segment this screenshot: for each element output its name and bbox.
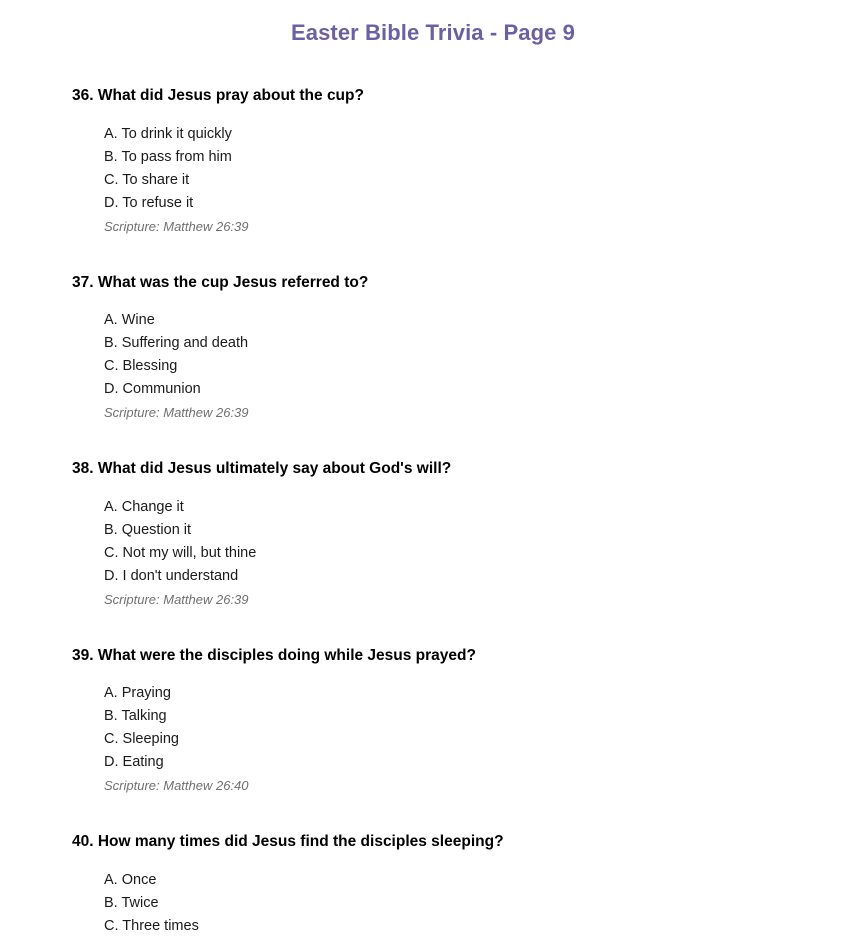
- option-item[interactable]: C. Blessing: [104, 358, 178, 375]
- question-block: [0, 647, 866, 798]
- option-list: [72, 309, 866, 401]
- option-list: [72, 496, 866, 588]
- option-list: [72, 869, 866, 937]
- question-heading: 37. What was the cup Jesus referred to?: [72, 273, 369, 291]
- option-item[interactable]: D. To refuse it: [104, 194, 194, 211]
- option-item[interactable]: C. Not my will, but thine: [104, 544, 257, 561]
- scripture-reference: Scripture: Matthew 26:39: [104, 591, 249, 607]
- question-block: [0, 460, 866, 611]
- option-item[interactable]: C. To share it: [104, 171, 190, 188]
- scripture-reference: Scripture: Matthew 26:39: [104, 218, 249, 234]
- option-item[interactable]: A. Change it: [104, 498, 184, 515]
- question-block: [0, 274, 866, 425]
- question-block: [0, 833, 866, 937]
- page-title: Easter Bible Trivia - Page 9: [290, 20, 576, 45]
- option-item[interactable]: C. Three times: [104, 917, 199, 934]
- question-block: [0, 87, 866, 238]
- question-heading: 38. What did Jesus ultimately say about God's will?: [72, 460, 452, 478]
- option-item[interactable]: D. Communion: [104, 381, 201, 398]
- option-item[interactable]: D. I don't understand: [104, 567, 239, 584]
- option-item[interactable]: A. Once: [104, 871, 157, 888]
- question-heading: 40. How many times did Jesus find the disciples sleeping?: [72, 833, 504, 851]
- option-item[interactable]: A. Wine: [104, 312, 155, 329]
- option-list: [72, 123, 866, 215]
- option-item[interactable]: B. To pass from him: [104, 148, 232, 165]
- scripture-reference: Scripture: Matthew 26:40: [104, 778, 249, 794]
- option-item[interactable]: C. Sleeping: [104, 731, 179, 748]
- option-item[interactable]: B. Talking: [104, 708, 167, 725]
- question-heading: 36. What did Jesus pray about the cup?: [72, 87, 364, 104]
- scripture-reference: Scripture: Matthew 26:39: [104, 405, 249, 421]
- question-heading: 39. What were the disciples doing while Jesus prayed?: [72, 646, 476, 664]
- option-item[interactable]: A. Praying: [104, 685, 171, 702]
- option-item[interactable]: B. Question it: [104, 521, 192, 538]
- option-item[interactable]: D. Eating: [104, 754, 164, 771]
- option-item[interactable]: A. To drink it quickly: [104, 125, 232, 142]
- option-item[interactable]: B. Twice: [104, 894, 159, 911]
- option-list: [72, 682, 866, 774]
- option-item[interactable]: B. Suffering and death: [104, 335, 249, 352]
- question-list: [0, 87, 866, 937]
